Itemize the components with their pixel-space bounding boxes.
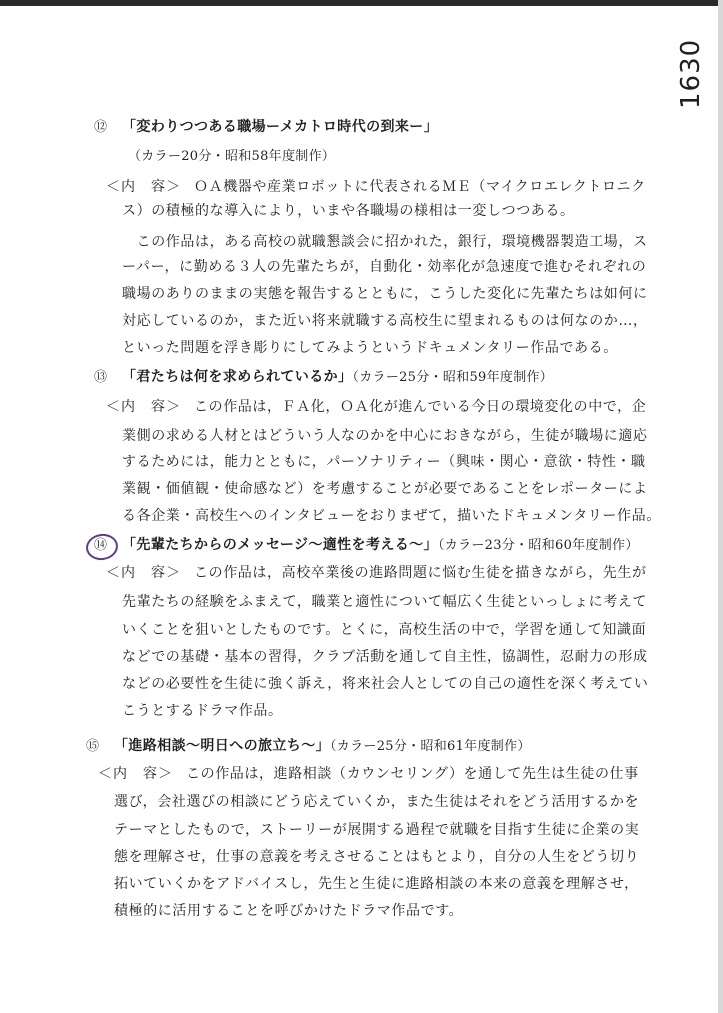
content-label: ＜内 容＞: [106, 399, 181, 415]
content-line: 業観・価値観・使命感など）を考慮することが必要であることをレポーターによ: [122, 481, 648, 497]
entry-12-heading: [94, 117, 438, 138]
content-line: この作品は，ある高校の就職懇談会に招かれた，銀行，環境機器製造工場，ス: [122, 234, 648, 250]
content-line: こうとするドラマ作品。: [122, 703, 283, 719]
entry-title: 「進路相談〜明日への旅立ち〜」: [114, 738, 330, 754]
content-line: る各企業・高校生へのインタビューをおりまぜて，描いたドキュメンタリー作品。: [122, 508, 661, 524]
content-line: いくことを狙いとしたものです。とくに，高校生活の中で，学習を通して知識面: [122, 622, 647, 638]
entry-number: ⑫: [94, 120, 108, 135]
entry-15-heading: [86, 736, 531, 757]
entry-number: ⑭: [94, 538, 108, 553]
content-line: この作品は，高校卒業後の進路問題に悩む生徒を描きながら，先生が: [194, 565, 647, 581]
content-line: この作品は，ＦＡ化，ＯＡ化が進んでいる今日の環境変化の中で，企: [194, 399, 647, 415]
entry-15-content-line-1: [98, 764, 639, 784]
content-line: などの必要性を生徒に強く訴え，将来社会人としての自己の適性を深く考えてい: [122, 676, 649, 692]
entry-number: ⑮: [86, 739, 100, 754]
entry-12-content-line-1: [106, 177, 646, 197]
content-line: などでの基礎・基本の習得，クラブ活動を通して自主性，協調性，忍耐力の形成: [122, 649, 648, 665]
content-line: ＯＡ機器や産業ロボットに代表されるＭＥ（マイクロエレクトロニク: [194, 179, 646, 195]
content-line: テーマとしたもので，ストーリーが展開する過程で就職を目指す生徒に企業の実: [114, 822, 640, 838]
content-line: 対応しているのか，また近い将来就職する高校生に望まれるものは何なのか…，: [122, 313, 648, 329]
content-label: ＜内 容＞: [106, 565, 181, 581]
content-line: 態を理解させ，仕事の意義を考えさせることはもとより，自分の人生をどう切り: [114, 849, 640, 865]
entry-13-content-line-1: [106, 397, 646, 417]
entry-meta: （カラー23分・昭和60年度制作）: [437, 538, 639, 553]
content-line: 積極的に活用することを呼びかけたドラマ作品です。: [114, 903, 464, 919]
handwritten-page-number: 1630: [676, 38, 706, 110]
entry-title: 「君たちは何を求められているか」: [122, 369, 353, 385]
entry-meta: （カラー25分・昭和61年度制作）: [330, 739, 531, 754]
content-line: 選び，会社選びの相談にどう応えていくか，また生徒はそれをどう活用するかを: [114, 794, 640, 810]
entry-number: ⑬: [94, 370, 108, 385]
content-label: ＜内 容＞: [98, 766, 173, 782]
entry-meta: （カラー25分・昭和59年度制作）: [352, 370, 554, 385]
scan-top-edge: [0, 0, 723, 6]
entry-13-heading: [94, 367, 553, 388]
content-line: するためには，能力とともに，パーソナリティー（興味・関心・意欲・特性・職: [122, 454, 646, 470]
entry-title: 「変わりつつある職場ーメカトロ時代の到来ー」: [122, 119, 439, 135]
content-line: 職場のありのままの実態を報告するとともに，こうした変化に先輩たちは如何に: [122, 286, 648, 302]
scan-right-edge: [718, 0, 723, 1013]
content-line: この作品は，進路相談（カウンセリング）を通して先生は生徒の仕事: [186, 766, 639, 782]
content-line: ス）の積極的な導入により，いまや各職場の様相は一変しつつある。: [122, 203, 575, 219]
entry-14-content-line-1: [106, 563, 647, 583]
entry-meta: （カラー20分・昭和58年度制作）: [128, 149, 336, 164]
content-label: ＜内 容＞: [106, 179, 181, 195]
content-line: 拓いていくかをアドバイスし，先生と生徒に進路相談の本来の意義を理解させ，: [114, 876, 639, 892]
content-line: といった問題を浮き彫りにしてみようというドキュメンタリー作品である。: [122, 340, 618, 356]
content-line: 先輩たちの経験をふまえて，職業と適性について幅広く生徒といっしょに考えて: [122, 594, 648, 610]
entry-14-heading: [94, 535, 639, 556]
content-line: 業側の求める人材とはどういう人なのかを中心におきながら，生徒が職場に適応: [122, 428, 648, 444]
entry-title: 「先輩たちからのメッセージ〜適性を考える〜」: [122, 537, 438, 553]
content-line: ーパー，に勤める３人の先輩たちが，自動化・効率化が急速度で進むそれぞれの: [122, 259, 647, 275]
